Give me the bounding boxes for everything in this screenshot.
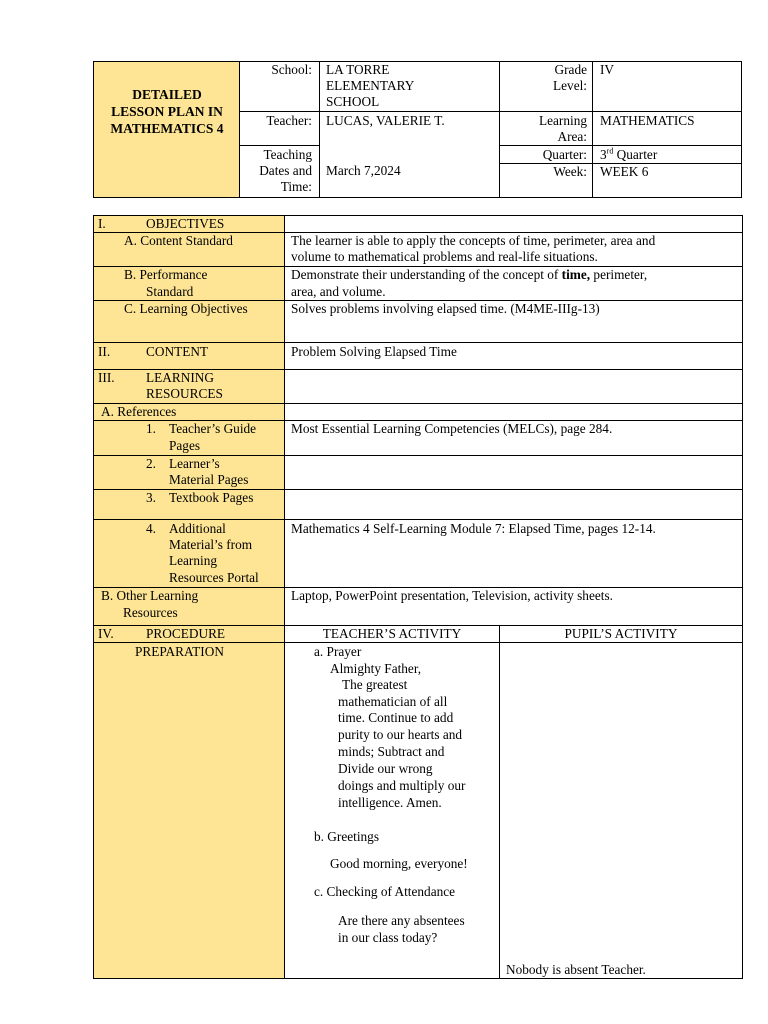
prayer-line-5: purity to our hearts and — [338, 727, 463, 742]
learning-objectives-text: Solves problems involving elapsed time. (M4ME-IIIg-13) — [291, 301, 600, 316]
performance-standard-line-1: Demonstrate their understanding of the concept of time, perimeter, — [291, 267, 648, 282]
prayer-line-2: The greatest — [342, 677, 408, 692]
other-resources-label-line-2: Resources — [123, 605, 178, 620]
other-resources-label-line-1: B. Other Learning — [101, 588, 199, 603]
quarter-value: 3rd Quarter — [600, 146, 658, 162]
lesson-plan-title-line-3: MATHEMATICS 4 — [110, 121, 224, 136]
lesson-plan-title-line-1: DETAILED — [132, 87, 202, 102]
grade-level-label-line-2: Level: — [553, 78, 587, 93]
ref-item-2-label-line-2: Material Pages — [169, 472, 249, 487]
learning-resources-heading-line-1: LEARNING — [146, 370, 214, 385]
learning-resources-number: III. — [98, 370, 115, 385]
school-value-line-1: LA TORRE — [326, 62, 390, 77]
prayer-line-8: doings and multiply our — [338, 778, 466, 793]
ref-item-2-number: 2. — [146, 456, 156, 471]
learning-area-label-line-1: Learning — [539, 113, 587, 128]
performance-standard-label-line-1: B. Performance — [124, 267, 208, 282]
teaching-dates-label-line-1: Teaching — [263, 147, 312, 162]
attendance-line-1: Are there any absentees — [338, 913, 465, 928]
learning-area-value: MATHEMATICS — [600, 113, 695, 128]
prayer-line-6: minds; Subtract and — [338, 744, 445, 759]
ref-item-3-number: 3. — [146, 490, 156, 505]
school-value-line-3: SCHOOL — [326, 94, 380, 109]
objectives-number: I. — [98, 216, 106, 231]
greetings-label: b. Greetings — [314, 829, 379, 844]
learning-objectives-label: C. Learning Objectives — [124, 301, 248, 316]
week-label: Week: — [553, 164, 587, 179]
teaching-dates-value: March 7,2024 — [326, 163, 401, 178]
other-resources-text: Laptop, PowerPoint presentation, Television, activity sheets. — [291, 588, 613, 603]
teacher-activity-header: TEACHER’S ACTIVITY — [322, 626, 462, 641]
school-label: School: — [271, 62, 312, 77]
objectives-heading: OBJECTIVES — [146, 216, 225, 231]
quarter-label: Quarter: — [542, 147, 587, 162]
prayer-line-7: Divide our wrong — [338, 761, 433, 776]
content-standard-line-1: The learner is able to apply the concepts of time, perimeter, area and — [291, 233, 656, 248]
learning-area-label-line-2: Area: — [557, 129, 587, 144]
pupil-response: Nobody is absent Teacher. — [506, 962, 646, 977]
learning-resources-heading-line-2: RESOURCES — [146, 386, 223, 401]
references-label: A. References — [101, 404, 177, 419]
performance-standard-line-2: area, and volume. — [291, 284, 386, 299]
content-number: II. — [98, 344, 111, 359]
teacher-label: Teacher: — [266, 113, 312, 128]
prayer-line-9: intelligence. Amen. — [338, 795, 442, 810]
prayer-line-3: mathematician of all — [338, 694, 448, 709]
ref-item-4-label-line-2: Material’s from — [169, 537, 253, 552]
pupil-activity-header: PUPIL’S ACTIVITY — [564, 626, 678, 641]
ref-item-1-number: 1. — [146, 421, 156, 436]
school-value-line-2: ELEMENTARY — [326, 78, 415, 93]
performance-standard-label-line-2: Standard — [146, 284, 194, 299]
procedure-number: IV. — [98, 626, 114, 641]
grade-level-label-line-1: Grade — [554, 62, 587, 77]
teaching-dates-label-line-3: Time: — [280, 179, 312, 194]
content-standard-line-2: volume to mathematical problems and real-life situations. — [291, 249, 598, 264]
procedure-heading: PROCEDURE — [146, 626, 226, 641]
ref-item-4-number: 4. — [146, 521, 156, 536]
ref-item-1-label-line-1: Teacher’s Guide — [169, 421, 257, 436]
prayer-line-4: time. Continue to add — [338, 710, 454, 725]
lesson-plan-title-line-2: LESSON PLAN IN — [111, 104, 223, 119]
prayer-line-1: Almighty Father, — [330, 661, 422, 676]
ref-item-4-text: Mathematics 4 Self-Learning Module 7: Elapsed Time, pages 12-14. — [291, 521, 656, 536]
ref-item-4-label-line-1: Additional — [169, 521, 226, 536]
content-text: Problem Solving Elapsed Time — [291, 344, 457, 359]
greetings-text: Good morning, everyone! — [330, 856, 468, 871]
ref-item-1-label-line-2: Pages — [169, 438, 201, 453]
attendance-label: c. Checking of Attendance — [314, 884, 456, 899]
ref-item-4-label-line-3: Learning — [169, 553, 217, 568]
content-standard-label: A. Content Standard — [124, 233, 233, 248]
ref-item-2-label-line-1: Learner’s — [169, 456, 220, 471]
teaching-dates-label-line-2: Dates and — [259, 163, 312, 178]
ref-item-3-label: Textbook Pages — [169, 490, 254, 505]
grade-level-value: IV — [600, 62, 615, 77]
ref-item-1-text: Most Essential Learning Competencies (MELCs), page 284. — [291, 421, 613, 436]
attendance-line-2: in our class today? — [338, 930, 438, 945]
ref-item-4-label-line-4: Resources Portal — [169, 570, 259, 585]
prayer-label: a. Prayer — [314, 644, 362, 659]
preparation-label: PREPARATION — [135, 644, 224, 659]
content-heading: CONTENT — [146, 344, 209, 359]
teacher-value: LUCAS, VALERIE T. — [326, 113, 445, 128]
week-value: WEEK 6 — [600, 164, 649, 179]
